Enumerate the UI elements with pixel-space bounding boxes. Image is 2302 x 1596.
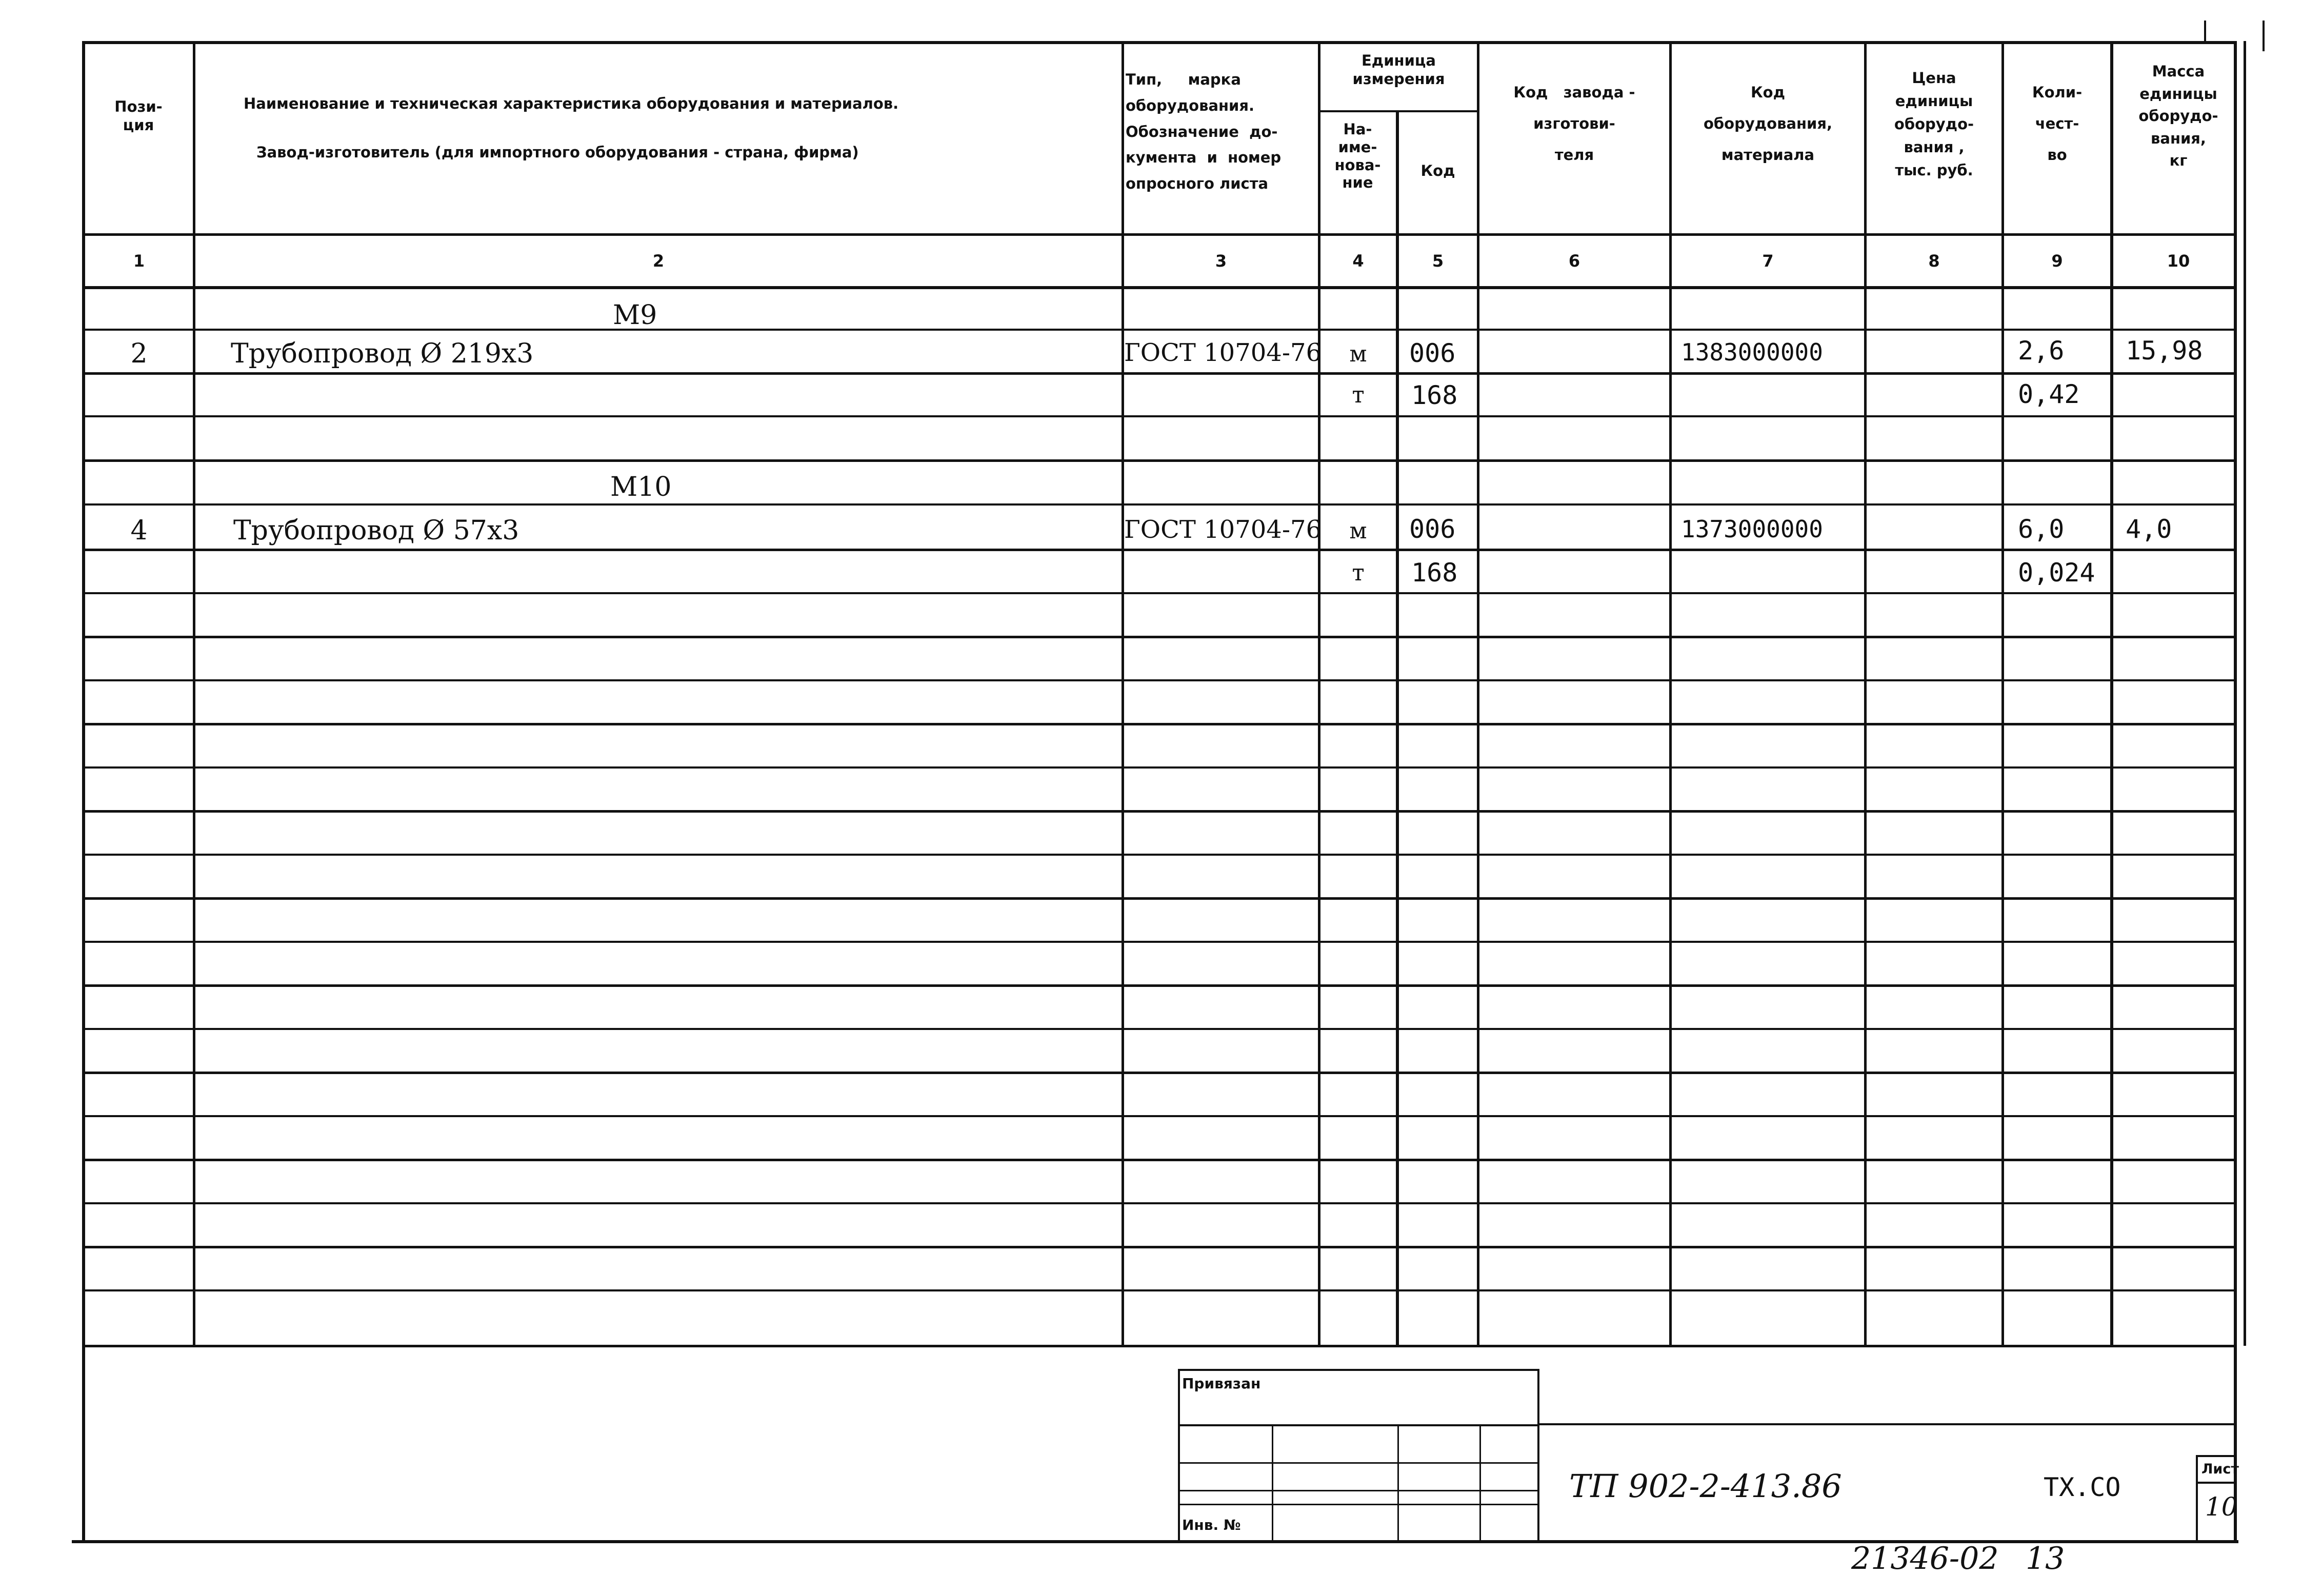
table-row-line (82, 897, 2236, 900)
row2-unit: т (1352, 382, 1365, 408)
row5-unit-code: 168 (1411, 558, 1458, 588)
attach-box-div-3 (1479, 1424, 1481, 1542)
attach-box-line-3 (1178, 1490, 1539, 1491)
row1-document: ГОСТ 10704-76 (1124, 338, 1322, 367)
table-row-line (82, 1115, 2236, 1117)
row4-equipment-code: 1373000000 (1681, 515, 1823, 543)
table-row-line (82, 1028, 2236, 1030)
table-row-line (82, 372, 2236, 375)
colnum-9: 9 (2051, 251, 2063, 271)
table-row-line (82, 1202, 2236, 1204)
sheet-box-left (2196, 1455, 2198, 1542)
col-line-10 (2244, 41, 2246, 1346)
colnum-4: 4 (1352, 251, 1364, 271)
header-price: Цена единицы оборудо- вания , тыс. руб. (1894, 69, 1974, 179)
document-code: ТП 902-2-413.86 (1569, 1467, 1842, 1505)
colnum-2: 2 (652, 251, 665, 271)
table-row-line (82, 503, 2236, 506)
table-row-line (82, 679, 2236, 681)
attached-label: Привязан (1182, 1375, 1261, 1392)
frame-right-tick-2 (2263, 21, 2265, 51)
row2-quantity: 0,42 (2018, 379, 2080, 409)
header-quantity: Коли- чест- во (2032, 84, 2083, 164)
colnum-1: 1 (133, 251, 145, 271)
header-unit-code: Код (1420, 162, 1455, 179)
row4-document: ГОСТ 10704-76 (1124, 515, 1322, 544)
row4-mass: 4,0 (2126, 514, 2172, 544)
colnum-bottom-line (82, 286, 2236, 289)
section-label-m9: М9 (613, 300, 657, 331)
table-row-line (82, 459, 2236, 462)
table-row-line (82, 984, 2236, 987)
table-row-line (82, 329, 2236, 331)
header-name-line2: Завод-изготовитель (для импортного оборудования - страна, фирма) (256, 144, 859, 161)
table-row-line (82, 766, 2236, 769)
row2-unit-code: 168 (1411, 380, 1458, 410)
table-row-line (82, 549, 2236, 551)
doc-code-top-line (1539, 1423, 2234, 1425)
table-row-line (82, 854, 2236, 856)
table-row-line (82, 1289, 2236, 1291)
table-row-line (82, 1159, 2236, 1161)
header-mass: Масса единицы оборудо- вания, кг (2138, 63, 2218, 169)
row1-unit-code: 006 (1409, 338, 1456, 368)
header-position: Пози- ция (114, 98, 163, 134)
attach-box-line-1 (1178, 1424, 1539, 1426)
col-line-3 (1318, 41, 1320, 1346)
frame-top (82, 41, 2236, 44)
header-unit: Единица измерения (1352, 52, 1445, 88)
row1-position: 2 (130, 338, 148, 369)
row4-unit-code: 006 (1409, 514, 1456, 544)
colnum-5: 5 (1432, 251, 1444, 271)
sheet-label: Лист (2201, 1461, 2239, 1477)
row4-position: 4 (130, 515, 148, 546)
col-line-1 (193, 41, 195, 1346)
col-line-2 (1122, 41, 1124, 1346)
attach-box-line-2 (1178, 1462, 1539, 1464)
col-line-6 (1669, 41, 1672, 1346)
row1-mass: 15,98 (2126, 336, 2203, 366)
sheet-box-mid (2196, 1482, 2236, 1484)
inventory-number-label: Инв. № (1182, 1517, 1241, 1533)
colnum-10: 10 (2167, 251, 2190, 271)
row5-quantity: 0,024 (2018, 558, 2095, 588)
table-row-line (82, 592, 2236, 594)
attach-box-top (1178, 1369, 1539, 1371)
table-row-line (82, 415, 2236, 417)
header-unit-name: На- име- нова- ние (1334, 120, 1381, 192)
attach-box-line-4 (1178, 1504, 1539, 1505)
header-equipment-code: Код оборудования, материала (1703, 84, 1833, 164)
colnum-8: 8 (1928, 251, 1940, 271)
col-line-5 (1477, 41, 1479, 1346)
attach-box-right (1537, 1369, 1539, 1542)
row1-quantity: 2,6 (2018, 336, 2065, 366)
table-row-line (82, 1246, 2236, 1248)
table-row-line (82, 810, 2236, 813)
col-line-7 (1864, 41, 1867, 1346)
row1-equipment-code: 1383000000 (1681, 338, 1823, 366)
row4-quantity: 6,0 (2018, 514, 2065, 544)
header-name-line1: Наименование и техническая характеристика оборудования и материалов. (244, 95, 899, 112)
header-type: Тип, марка оборудования. Обозначение до- кумента и номер опросного листа (1126, 71, 1282, 192)
attach-box-left (1178, 1369, 1180, 1542)
page-number: 13 (2026, 1541, 2065, 1577)
col-line-8 (2001, 41, 2004, 1346)
row1-unit: м (1349, 341, 1367, 367)
table-row-line (82, 1072, 2236, 1074)
sheet-box-top (2196, 1455, 2236, 1457)
sheet-number: 10 (2205, 1492, 2238, 1522)
row5-unit: т (1352, 560, 1365, 586)
header-bottom-line (82, 233, 2236, 236)
colnum-3: 3 (1215, 251, 1227, 271)
header-factory-code: Код завода - изготови- теля (1513, 84, 1635, 164)
row4-name: Трубопровод Ø 57х3 (233, 515, 519, 546)
colnum-7: 7 (1762, 251, 1774, 271)
table-row-line (82, 636, 2236, 638)
attach-box-div-1 (1272, 1424, 1273, 1542)
row4-unit: м (1349, 518, 1367, 544)
section-code: ТХ.СО (2044, 1472, 2121, 1502)
frame-right-tick (2204, 21, 2206, 43)
table-bottom-line (82, 1345, 2236, 1347)
table-row-line (82, 723, 2236, 725)
attach-box-div-2 (1397, 1424, 1399, 1542)
section-label-m10: М10 (610, 472, 672, 502)
archive-number: 21346-02 (1851, 1541, 1999, 1577)
row1-name: Трубопровод Ø 219х3 (231, 338, 534, 369)
table-row-line (82, 941, 2236, 943)
colnum-6: 6 (1568, 251, 1580, 271)
col-line-9 (2110, 41, 2113, 1346)
